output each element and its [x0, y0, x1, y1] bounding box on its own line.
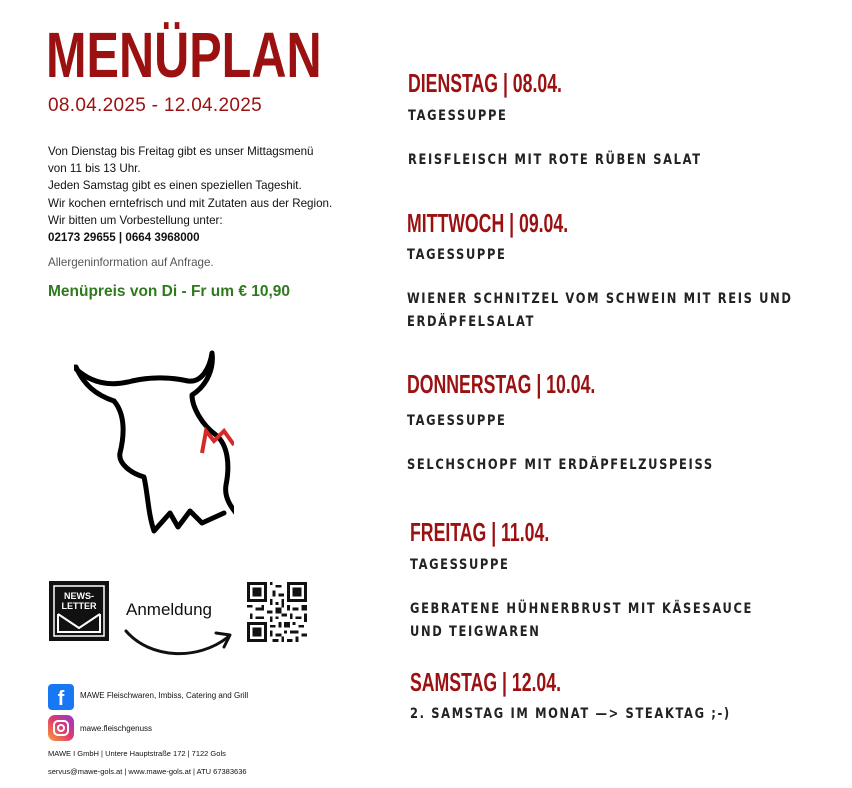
instagram-icon[interactable] — [48, 715, 74, 741]
intro-line: Wir kochen erntefrisch und mit Zutaten aus der Region. — [48, 196, 333, 210]
newsletter-signup-label[interactable]: Anmeldung — [126, 600, 213, 619]
arrow-right-icon — [120, 615, 240, 665]
qr-code-icon[interactable] — [247, 582, 307, 642]
dish-line: TAGESSUPPE — [410, 557, 510, 573]
facebook-icon[interactable]: f — [48, 684, 74, 710]
menu-price: Menüpreis von Di - Fr um € 10,90 — [48, 283, 291, 300]
day-title-donnerstag: DONNERSTAG | 10.04. — [407, 369, 596, 399]
intro-line: Von Dienstag bis Freitag gibt es unser Mittagsmenü — [48, 145, 314, 158]
dish-line: REISFLEISCH MIT ROTE RÜBEN SALAT — [408, 152, 702, 168]
facebook-link[interactable]: MAWE Fleischwaren, Imbiss, Catering and Grill — [80, 691, 249, 700]
newsletter-icon[interactable] — [48, 580, 110, 642]
dish-line: 2. SAMSTAG IM MONAT —> STEAKTAG ;-) — [410, 706, 731, 722]
day-title-samstag: SAMSTAG | 12.04. — [410, 667, 562, 697]
footer-contact: servus@mawe-gols.at | www.mawe-gols.at | ATU 67383636 — [48, 767, 247, 776]
page-title: MENÜPLAN — [46, 19, 322, 91]
intro-line: von 11 bis 13 Uhr. — [48, 162, 141, 176]
footer-address: MAWE I GmbH | Untere Hauptstraße 172 | 7122 Gols — [48, 749, 226, 758]
intro-line: Wir bitten um Vorbestellung unter: — [48, 213, 223, 227]
instagram-link[interactable]: mawe.fleischgenuss — [80, 724, 153, 733]
dish-line: GEBRATENE HÜHNERBRUST MIT KÄSESAUCE — [410, 601, 754, 617]
day-title-freitag: FREITAG | 11.04. — [410, 517, 550, 547]
dish-line: TAGESSUPPE — [407, 413, 507, 429]
date-range: 08.04.2025 - 12.04.2025 — [48, 95, 262, 116]
phone-numbers: 02173 29655 | 0664 3968000 — [48, 231, 200, 245]
dish-line: UND TEIGWAREN — [410, 624, 541, 640]
newsletter-icon-text: LETTER — [61, 601, 97, 611]
dish-line: TAGESSUPPE — [408, 108, 508, 124]
dish-line: TAGESSUPPE — [407, 247, 507, 263]
day-title-dienstag: DIENSTAG | 08.04. — [408, 68, 562, 98]
newsletter-icon-text: NEWS- — [64, 591, 94, 601]
allergen-note: Allergeninformation auf Anfrage. — [48, 256, 214, 269]
cow-logo — [74, 345, 234, 540]
intro-text — [48, 143, 388, 246]
dish-line: ERDÄPFELSALAT — [407, 314, 536, 330]
day-title-mittwoch: MITTWOCH | 09.04. — [407, 208, 569, 238]
intro-line: Jeden Samstag gibt es einen speziellen Tageshit. — [48, 179, 302, 193]
dish-line: WIENER SCHNITZEL VOM SCHWEIN MIT REIS UND — [407, 291, 793, 307]
dish-line: SELCHSCHOPF MIT ERDÄPFELZUSPEISS — [407, 457, 714, 473]
